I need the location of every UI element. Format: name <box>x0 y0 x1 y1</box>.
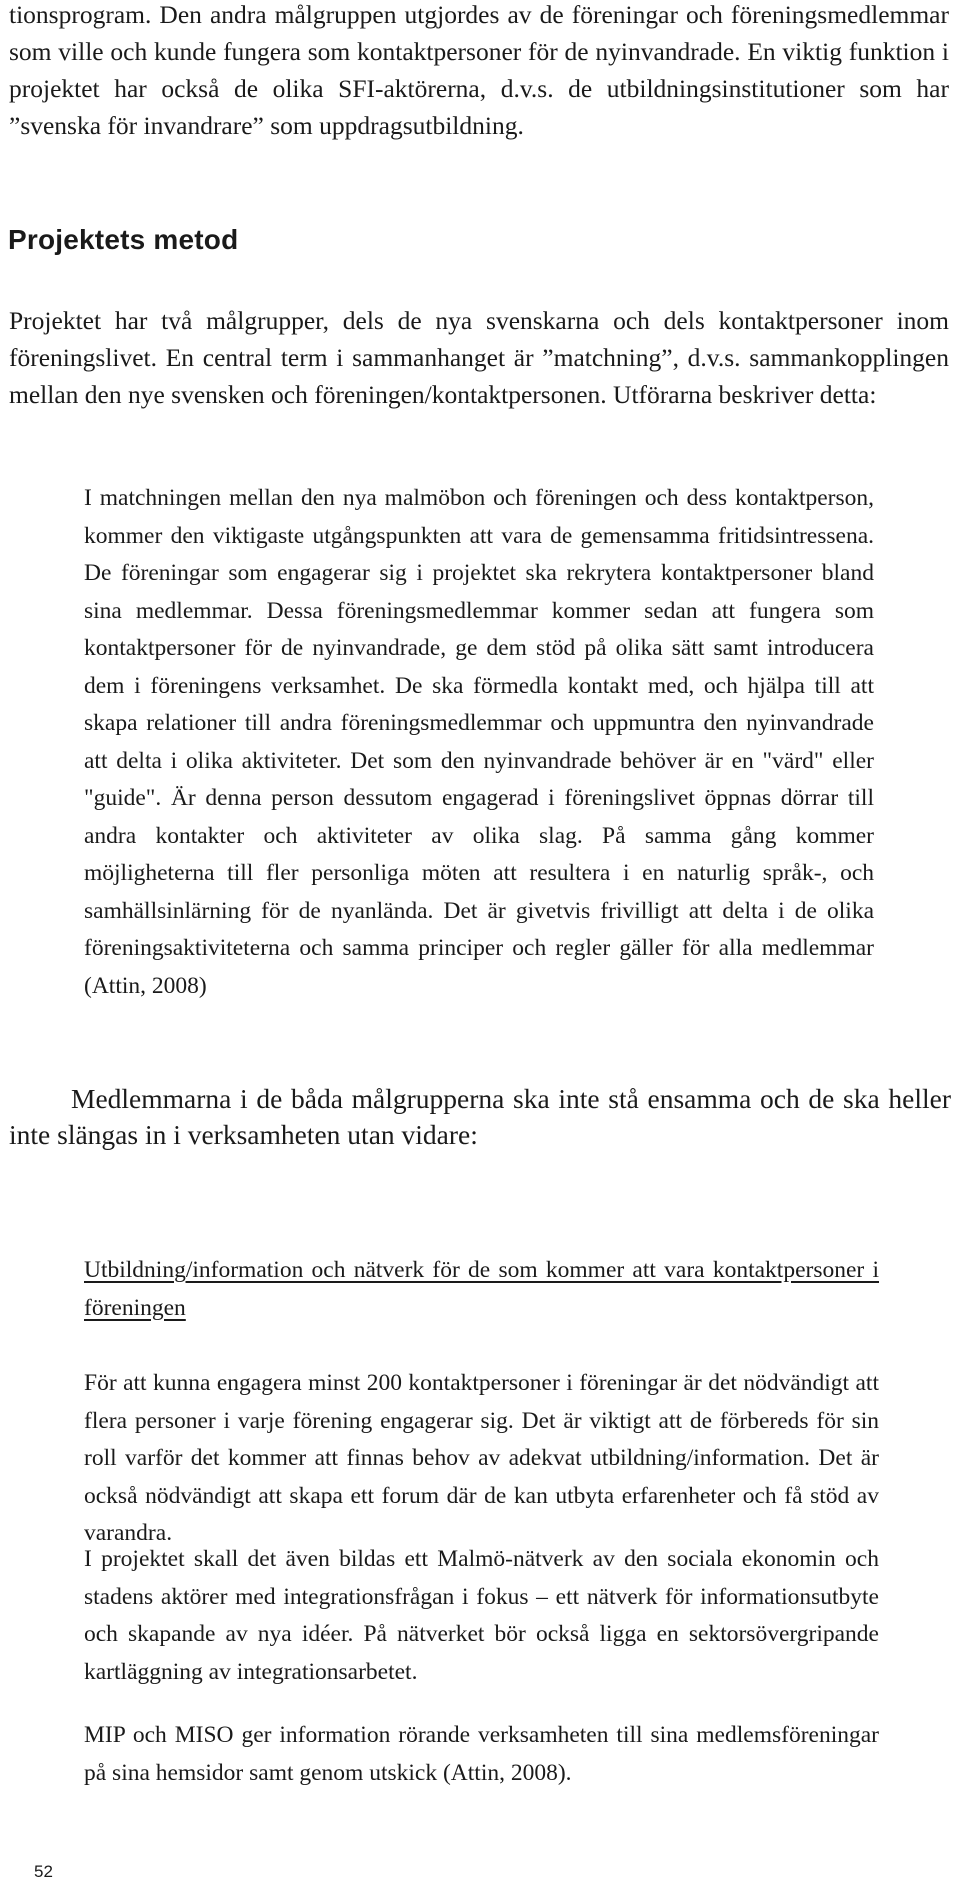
network-paragraph: I projektet skall det även bildas ett Malmö-nätverk av den sociala ekonomin och stadens aktörer med integrationsfrågan i fokus – ett nätverk för informationsutbyte och skapande av nya idéer. På nätverket bör också ligga en sektorsövergripande kartläggning av integrationsarbetet. <box>84 1546 879 1685</box>
page-number: 52 <box>34 1862 53 1881</box>
mip-paragraph: MIP och MISO ger information rörande verksamheten till sina medlemsföreningar på sina hemsidor samt genom utskick (Attin, 2008). <box>84 1722 879 1786</box>
training-paragraph: För att kunna engagera minst 200 kontaktpersoner i föreningar är det nödvändigt att flera personer i varje förening engagerar sig. Det är viktigt att de förbereds för sin roll varför det kommer att finnas behov av adekvat utbildning/information. Det är också nödvändigt att skapa ett forum där de kan utbyta erfarenheter och få stöd av varandra. <box>84 1370 879 1546</box>
subheading: Utbildning/information och nätverk för de som kommer att vara kontaktpersoner i föreningen <box>84 1257 879 1321</box>
method-paragraph: Projektet har två målgrupper, dels de nya svenskarna och dels kontaktpersoner inom föreningslivet. En central term i sammanhanget är ”matchning”, d.v.s. sammankopplingen mellan den nye svensken och föreningen/kontaktpersonen. Utförarna beskriver detta: <box>9 306 949 409</box>
section-heading: Projektets metod <box>8 224 239 255</box>
lead-paragraph: Medlemmarna i de båda målgrupperna ska inte stå ensamma och de ska heller inte slängas in i verksamheten utan vidare: <box>9 1083 951 1150</box>
intro-paragraph: tionsprogram. Den andra målgruppen utgjordes av de föreningar och föreningsmedlemmar som ville och kunde fungera som kontaktpersoner för de nyinvandrade. En viktig funktion i projektet har också de olika SFI-aktörerna, d.v.s. de utbildningsinstitutioner som har ”svenska för invandrare” som uppdragsutbildning. <box>9 0 949 140</box>
block-quote: I matchningen mellan den nya malmöbon och föreningen och dess kontaktperson, kommer den viktigaste utgångspunkten att vara de gemensamma fritidsintressena. De föreningar som engagerar sig i projektet ska rekrytera kontaktpersoner bland sina medlemmar. Dessa föreningsmedlemmar kommer sedan att fungera som kontaktpersoner för de nyinvandrade, ge dem stöd på olika sätt samt introducera dem i föreningens verksamhet. De ska förmedla kontakt med, och hjälpa till att skapa relationer till andra föreningsmedlemmar och uppmuntra den nyinvandrade att delta i olika aktiviteter. Det som den nyinvandrade behöver är en "värd" eller "guide". Är denna person dessutom engagerad i föreningslivet öppnas dörrar till andra kontakter och aktiviteter av olika slag. På samma gång kommer möjligheterna till fler personliga möten att resultera i en naturlig språk-, och samhällsinlärning för de nyanlända. Det är givetvis frivilligt att delta i de olika föreningsaktiviteterna och samma principer och regler gäller för alla medlemmar (Attin, 2008) <box>84 485 874 999</box>
